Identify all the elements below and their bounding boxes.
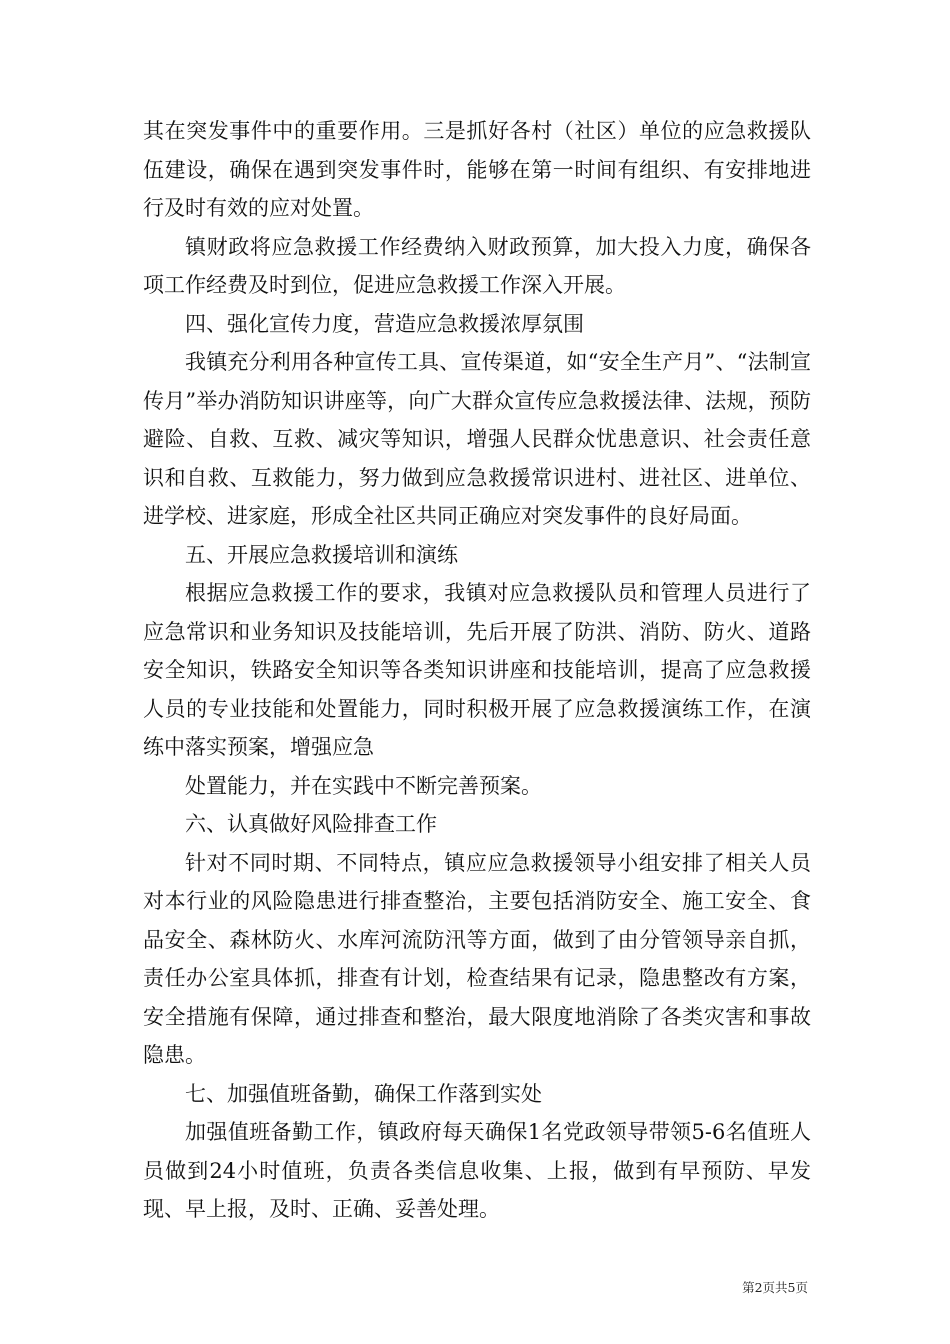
paragraph-3: 我镇充分利用各种宣传工具、宣传渠道，如“安全生产月”、“法制宣传月”举办消防知识讲座等，向广大群众宣传应急救援法律、法规，预防避险、自救、互救、减灾等知识，增强人民群众忧患意识、社会责任意识和自救、互救能力，努力做到应急救援常识进村、进社区、进单位、进学校、进家庭，形成全社区共同正确应对突发事件的良好局面。 <box>143 350 811 528</box>
paragraph-4: 根据应急救援工作的要求，我镇对应急救援队员和管理人员进行了应急常识和业务知识及技能培训，先后开展了防洪、消防、防火、道路安全知识，铁路安全知识等各类知识讲座和技能培训，提高了应急救援人员的专业技能和处置能力，同时积极开展了应急救援演练工作，在演练中落实预案，增强应急 <box>143 581 811 759</box>
section-heading-6: 六、认真做好风险排查工作 <box>185 812 437 836</box>
paragraph-5: 处置能力，并在实践中不断完善预案。 <box>185 773 542 798</box>
document-body <box>143 112 811 1229</box>
section-heading-5: 五、开展应急救援培训和演练 <box>185 542 458 567</box>
paragraph-2: 镇财政将应急救援工作经费纳入财政预算，加大投入力度，确保各项工作经费及时到位，促进应急救援工作深入开展。 <box>143 234 811 297</box>
section-heading-7: 七、加强值班备勤，确保工作落到实处 <box>185 1081 542 1106</box>
paragraph-1: 其在突发事件中的重要作用。三是抓好各村（社区）单位的应急救援队伍建设，确保在遇到突发事件时，能够在第一时间有组织、有安排地进行及时有效的应对处置。 <box>143 119 811 220</box>
paragraph-7: 加强值班备勤工作，镇政府每天确保1名党政领导带领5-6名值班人员做到24小时值班，负责各类信息收集、上报，做到有早预防、早发现、早上报，及时、正确、妥善处理。 <box>143 1120 811 1221</box>
page-number: 第2页共5页 <box>742 1280 808 1295</box>
section-heading-4: 四、强化宣传力度，营造应急救援浓厚氛围 <box>185 311 584 336</box>
paragraph-6: 针对不同时期、不同特点，镇应应急救援领导小组安排了相关人员对本行业的风险隐患进行排查整治，主要包括消防安全、施工安全、食品安全、森林防火、水库河流防汛等方面，做到了由分管领导亲自抓，责任办公室具体抓，排查有计划，检查结果有记录，隐患整改有方案，安全措施有保障，通过排查和整治，最大限度地消除了各类灾害和事故隐患。 <box>143 850 811 1067</box>
